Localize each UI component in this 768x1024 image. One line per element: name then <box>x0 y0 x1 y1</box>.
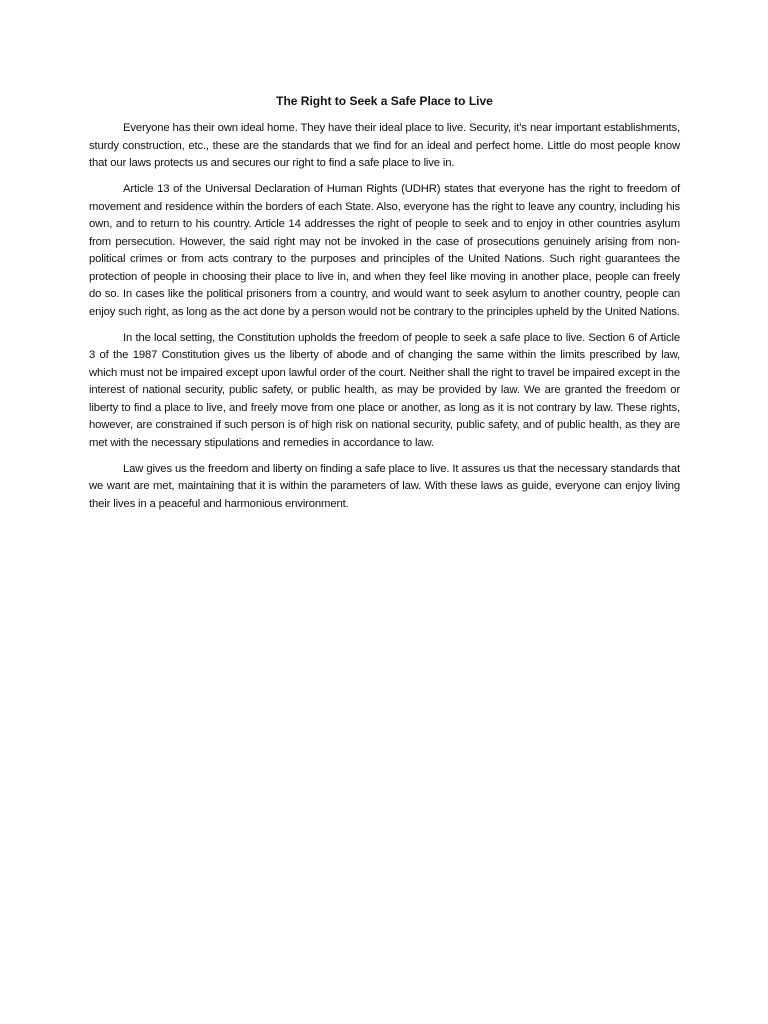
paragraph-constitution: In the local setting, the Constitution upholds the freedom of people to seek a safe place to live. Section 6 of Article 3 of the 1987 Constitution gives us the liberty of abode and of changing the same within the limits prescribed by law, which must not be impaired except upon lawful order of the court. Neither shall the right to travel be impaired except in the interest of national security, public safety, or public health, as may be provided by law. We are granted the freedom or liberty to find a place to live, and freely move from one place or another, as long as it is not contrary by law. These rights, however, are constrained if such person is of high risk on national security, public safety, and of public health, as they are met with the necessary stipulations and remedies in accordance to law. <box>89 331 680 449</box>
paragraph-intro: Everyone has their own ideal home. They have their ideal place to live. Security, it’s near important establishments, sturdy construction, etc., these are the standards that we find for an ideal and perfect home. Little do most people know that our laws protects us and secures our right to find a safe place to live in. <box>89 122 680 169</box>
paragraph-udhr: Article 13 of the Universal Declaration of Human Rights (UDHR) states that everyone has the right to freedom of movement and residence within the borders of each State. Also, everyone has the right to leave any country, including his own, and to return to his country. Article 14 addresses the right of people to seek and to enjoy in other countries asylum from persecution. However, the said right may not be invoked in the case of prosecutions genuinely arising from non-political crimes or from acts contrary to the purposes and principles of the United Nations. Such right guarantees the protection of people in choosing their place to live in, and when they feel like moving in another place, people can freely do so. In cases like the political prisoners from a country, and would want to seek asylum to another country, people can enjoy such right, as long as the act done by a person would not be contrary to the principles upheld by the United Nations. <box>89 183 680 318</box>
paragraph-conclusion: Law gives us the freedom and liberty on finding a safe place to live. It assures us that the necessary standards that we want are met, maintaining that it is within the parameters of law. With these laws as guide, everyone can enjoy living their lives in a peaceful and harmonious environment. <box>89 462 680 510</box>
document-title: The Right to Seek a Safe Place to Live <box>276 94 493 108</box>
